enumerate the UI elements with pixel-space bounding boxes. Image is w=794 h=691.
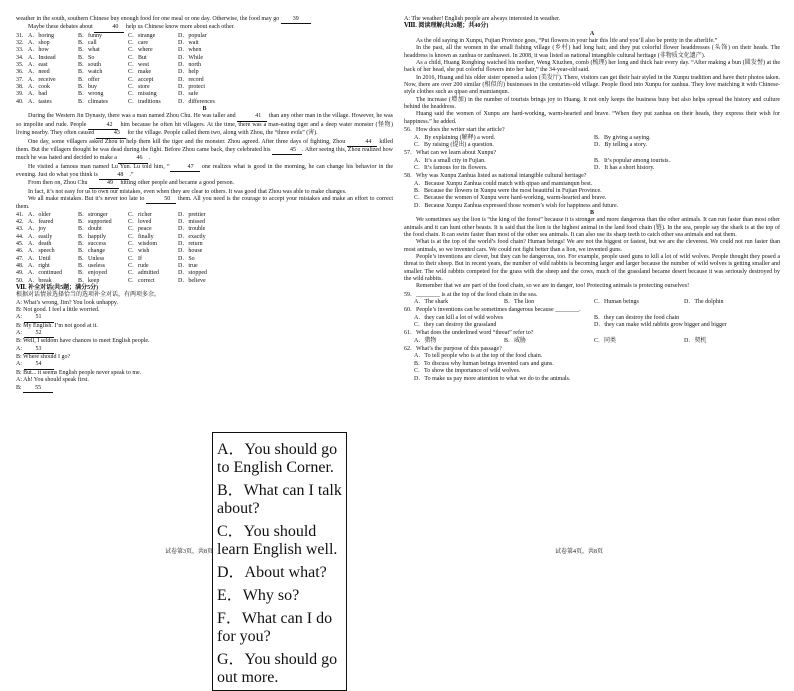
answer-option: C．By raising (提出) a question. (414, 141, 494, 148)
question-number: 49. (16, 270, 24, 277)
box-option: B．What can I talk about? (217, 482, 342, 517)
left-column (16, 16, 393, 393)
answer-option: A．It’s a small city in Fujian. (414, 157, 486, 164)
dialog-line: B: 55 (16, 385, 206, 393)
option-d: D．trouble (178, 226, 206, 233)
cloze-a-options (16, 33, 393, 106)
answer-option: A．To tell people who is at the top of the food chain. (414, 353, 543, 360)
question-stem: 56．How does the writer start the article? (404, 127, 505, 134)
section-7-instructions: 根据对话情景选择恰当的选项补全对话，有两项多余。 (16, 292, 161, 299)
option-row (16, 77, 393, 84)
passage-a-heading: A (589, 30, 595, 37)
answer-row (404, 135, 780, 142)
option-a: A．receive (28, 76, 56, 83)
option-row (16, 47, 393, 54)
dialog-line: B: Not good. I feel a little worried. (16, 307, 100, 314)
box-option: E．Why so? (217, 587, 300, 604)
option-c: C．loved (128, 218, 152, 225)
dialog-line: A: 52 (16, 330, 206, 338)
cloze-a-last-line: weather in the south, southern Chinese buy enough food for one meal or one day. Otherwise, the food may go 39 (16, 16, 393, 24)
answer-option: D．To make us pay more attention to what we do to the animals. (414, 375, 571, 382)
option-c: C．wisdom (128, 240, 158, 247)
box-option: C．You should learn English well. (217, 523, 338, 558)
section-7-heading: Ⅶ. 补全对话(共5题；满分5分) (16, 285, 99, 292)
answer-option: C．It’s famous for its flowers. (414, 164, 488, 171)
answer-option: C．Because the women of Xunpu were hard-working, warm-hearted and brave. (414, 195, 607, 202)
question-number: 35. (16, 62, 24, 69)
dialog-line: A: Ah! You should speak first. (16, 377, 89, 384)
dialog-line: B: My English. I’m not good at it. (16, 322, 98, 329)
answer-option: A．By explaining (解释) a word. (414, 134, 496, 141)
option-d: D．So (178, 255, 195, 262)
option-c: C．strange (128, 32, 156, 39)
blank-46: 46 (118, 155, 148, 163)
paragraph: People’s inventions are clever, but they can be dangerous, too. For example, people used guns to kill a lot of wild wolves. People thought they posed a threat to their sheep. But in recent years, the number of wild rabbits is becoming larger and larger because the number of wild wolves is getting smaller and smaller. The wild rabbits competed for the grass with the sheep and the cows, much of the grassland became desert because it was seriously destroyed by the wild rabbits. (404, 254, 780, 283)
reading-b-heading: B (589, 209, 594, 216)
option-a: A．joy (28, 226, 47, 233)
paragraph: The increase (增加) in the number of tourists brings joy to Huang. It not only keeps the business busy but also helps spread the history and culture behind the headdress. (404, 96, 780, 111)
option-row (16, 212, 393, 219)
question-number: 48. (16, 263, 24, 269)
option-d: D．missed (178, 218, 206, 225)
option-c: C．wish (128, 248, 150, 255)
question-number: 40. (16, 98, 24, 105)
option-b: B．what (78, 47, 100, 54)
option-row (16, 241, 393, 248)
option-c: C．peace (128, 226, 152, 233)
option-row (16, 256, 393, 263)
option-b: B．enjoyed (78, 270, 107, 277)
option-a: A．Instead (28, 54, 56, 61)
question-number: 32. (16, 40, 24, 47)
option-a: A．easily (28, 233, 53, 240)
paragraph: During the Western Jin Dynasty, there was a man named Zhou Chu. He was taller and 41 than any other man in the village. However, he was so impolite and rude. People 42 him because he often hit villagers. At the time, there was a man-eating tiger and a deep water monster (怪物) living nearby. They often caused 43 for the village. People called them two, along with Zhou, the “three evils” (害). (16, 113, 393, 138)
blank-45: 45 (272, 147, 302, 155)
question-stem: 62．What’s the purpose of this passage? (404, 346, 502, 353)
question-number: 46. (16, 248, 24, 255)
option-b: B．success (78, 240, 106, 247)
box-option: F．What can I do for you? (217, 610, 333, 645)
option-b: B．useless (78, 263, 106, 269)
paragraph: He visited a famous man named Lu Yun. Lu told him, “ 47 one realizes what is good in the morning, he can change his behavior in the evening. Just do what you think is 48 .” (16, 164, 393, 181)
option-a: A．boring (28, 32, 54, 39)
option-c: C．missing (128, 91, 157, 98)
option-d: D．safe (178, 91, 198, 98)
passage-b-heading: B (202, 106, 207, 113)
option-b: B．wrong (78, 91, 104, 98)
right-column (404, 16, 780, 383)
option-b: B．call (78, 40, 97, 47)
question-stem: 58．Why was Xunpu Zanhua listed as national intangible cultural heritage? (404, 173, 587, 180)
answer-option: D．It has a short history. (594, 164, 655, 171)
answer-option: B．The lion (504, 299, 535, 306)
question-number: 34. (16, 54, 24, 61)
option-a: A．how (28, 47, 49, 54)
answer-row (404, 322, 780, 329)
blank-44: 44 (347, 139, 377, 147)
option-a: A．feared (28, 218, 54, 225)
reading-a-questions (404, 127, 780, 210)
option-b: B．supported (78, 218, 112, 225)
blank-51: 51 (24, 314, 54, 322)
option-c: C．traditions (128, 98, 161, 105)
option-b: B．funny (78, 32, 103, 39)
question-number: 31. (16, 32, 24, 39)
paragraph: We sometimes say the lion is “the king of the forest” because it is stronger and more dangerous than the other animals. It can run faster than most other animals and it can hunt other beasts. It is said that the lion is the highest animal in the land food chain (链). In the sea, people say the shark is at the top of the food chain. It can swim faster than most of the other sea animals. It can also use its sharp teeth to catch other sea animals and eat them. (404, 217, 780, 238)
box-option: G．You should go out more. (217, 651, 338, 686)
answer-option: D．Because Xunpu Zanhua expressed those women’s wish for happiness and future. (414, 202, 619, 209)
question-number: 47. (16, 255, 24, 262)
dialog-line: B: Where should I go? (16, 354, 71, 361)
option-row (16, 91, 393, 98)
answer-option: B．they can destroy the food chain (594, 314, 680, 321)
option-d: D．stopped (178, 270, 207, 277)
option-row (16, 248, 393, 255)
blank-49: 49 (89, 180, 119, 188)
option-c: C．make (128, 69, 151, 76)
option-a: A．tastes (28, 98, 52, 105)
option-d: D．when (178, 47, 202, 54)
option-row (16, 55, 393, 62)
answer-option: A．The shark (414, 299, 449, 306)
answer-option: D．they can make wild rabbits grow bigger and bigger (594, 322, 727, 329)
dialog-line: A: What’s wrong, Jim? You look unhappy. (16, 299, 118, 306)
paragraph: Remember that we are part of the food chain, so we are in danger, too! Protecting animals is protecting ourselves! (416, 283, 690, 290)
question-number: 50. (16, 277, 24, 284)
option-row (16, 234, 393, 241)
option-c: C．accept (128, 76, 154, 83)
answer-option: C．Human beings (594, 299, 639, 306)
blank-40: 40 (94, 24, 124, 32)
option-d: D．protect (178, 84, 205, 91)
option-row (16, 33, 393, 40)
option-row (16, 40, 393, 47)
answer-row (404, 165, 780, 172)
answer-option: A．猎物 (414, 337, 437, 344)
answer-option: B．It’s popular among tourists. (594, 157, 670, 164)
paragraph: In fact, it’s not easy for us to own our mistakes, even when they are clear to others. It was good that Zhou was able to make changes. (28, 188, 347, 195)
option-d: D．exactly (178, 233, 206, 240)
question-number: 36. (16, 69, 24, 76)
paragraph: We all make mistakes. But it’s never too late to 50 them. All you need is the courage to accept your mistakes and make an effort to correct them. (16, 195, 393, 211)
option-d: D．prettier (178, 211, 206, 218)
paragraph: One day, some villagers asked Zhou to help them kill the tiger and the monster. Zhou agreed. After three days of fighting, Zhou 44 killed them. But the villagers thought he was dead during the fight. Before Zhou came back, they celebrated his 45 . After seeing this, Zhou realized how much he was hated and decided to make a 46 . (16, 139, 393, 164)
option-b: B．doubt (78, 226, 102, 233)
option-row (16, 270, 393, 277)
option-b: B．change (78, 248, 105, 255)
blank-55: 55 (23, 385, 53, 393)
answer-option: D．The dolphin (684, 299, 724, 306)
answer-row (404, 299, 780, 306)
option-d: D．house (178, 248, 203, 255)
option-row (16, 226, 393, 233)
option-d: D．north (178, 62, 201, 69)
cloze-b-options (16, 212, 393, 285)
reading-b-questions (404, 292, 780, 383)
question-stem: 57．What can we learn about Xunpu? (404, 150, 497, 157)
option-d: D．help (178, 69, 199, 76)
option-a: A．death (28, 240, 52, 247)
blank-42: 42 (88, 122, 118, 130)
question-number: 43. (16, 226, 24, 233)
option-d: D．record (178, 76, 204, 83)
option-row (16, 219, 393, 226)
option-b: B．buy (78, 84, 98, 91)
paragraph: From then on, Zhou Chu 49 hitting other people and became a good person. (16, 180, 393, 188)
option-c: C．finally (128, 233, 154, 240)
dialog-options-box (212, 432, 347, 691)
question-number: 44. (16, 233, 24, 240)
blank-48: 48 (99, 172, 129, 180)
paragraph: As a child, Huang Rongbing watched his mother, Weng Xiuzhen, comb (梳理) her long and thick hair every day. “After making a bun (圆发髻) at the back of her head, she put colorful flowers into her hair,” the 34-year-old said. (404, 60, 780, 74)
section-8-heading: Ⅷ. 阅读理解(共20题；共40分) (404, 23, 489, 30)
option-c: C．But (128, 54, 147, 61)
blank-41: 41 (237, 113, 267, 121)
option-b: B．happily (78, 233, 106, 240)
reading-a-passage (404, 38, 780, 126)
paragraph: In 2016, Huang and his older sister opened a salon (美发厅). There, visitors can get their hair styled in the Xunpu tradition and have their photos taken. Now, there are over 200 similar (相似的) businesses in the centuries-old village. People flood into Xunpu for zanhua. They love matching it with Chinese-style clothes such as qipao and mamianqun. (404, 74, 780, 96)
blank-47: 47 (170, 164, 200, 172)
blank-52: 52 (24, 330, 54, 338)
option-d: D．differences (178, 98, 215, 105)
blank-50: 50 (146, 196, 176, 204)
option-a: A．need (28, 69, 50, 76)
answer-option: B．Because the flowers in Xunpu were the most beautiful in Fujian Province. (414, 187, 602, 194)
dialog-line: A: 54 (16, 361, 206, 369)
question-number: 37. (16, 76, 24, 83)
question-number: 42. (16, 218, 24, 225)
dialog-last-line: A: The weather! English people are always interested in weather. (404, 16, 561, 22)
option-d: D．wait (178, 40, 199, 47)
dialog-line: B: Well, I seldom have chances to meet English people. (16, 338, 150, 345)
option-row (16, 62, 393, 69)
answer-option: D．By telling a story. (594, 141, 647, 148)
dialog-line: B: But... it seems English people never speak to me. (16, 369, 142, 376)
option-b: B．Unless (78, 255, 105, 262)
answer-row (404, 315, 780, 322)
blank-43: 43 (96, 130, 126, 138)
answer-row (404, 142, 780, 149)
option-c: C．where (128, 47, 153, 54)
paragraph: As the old saying in Xunpu, Fujian Province goes, “Put flowers in your hair this life and you’ll also be pretty in the afterlife.” (416, 38, 718, 45)
answer-option: B．威胁 (504, 337, 527, 344)
option-d: D．true (178, 263, 198, 269)
page-footer-right: 试卷第4页，共8页 (555, 549, 604, 555)
option-d: D．return (178, 240, 203, 247)
option-b: B．stronger (78, 211, 108, 218)
option-c: C．rude (128, 263, 149, 269)
paragraph: In the past, all the women in the small fishing village (乡村) had long hair, and they put colorful flower headdresses (头饰) on their heads. The headdress is known as zanhua or zanhuawei. In 2008, it was listed as national intangible cultural heritage (非物质文化遗产). (404, 45, 780, 59)
option-row (16, 263, 393, 270)
option-c: C．richer (128, 211, 152, 218)
box-option: A．You should go to English Corner. (217, 441, 338, 476)
dialog-line: A: 51 (16, 314, 206, 322)
option-row (16, 84, 393, 91)
question-number: 45. (16, 240, 24, 247)
blank-39: 39 (281, 16, 311, 24)
option-row (16, 278, 393, 285)
option-b: B．climates (78, 98, 108, 105)
option-a: A．continued (28, 270, 62, 277)
box-option: D．About what? (217, 564, 327, 581)
blank-54: 54 (24, 361, 54, 369)
option-a: A．speech (28, 248, 55, 255)
option-b: B．south (78, 62, 102, 69)
option-d: D．believe (178, 277, 206, 284)
option-a: A．break (28, 277, 52, 284)
option-d: D．While (178, 54, 203, 61)
option-b: B．So (78, 54, 95, 61)
answer-row (404, 338, 780, 345)
answer-row (404, 158, 780, 165)
option-a: A．cook (28, 84, 50, 91)
option-c: C．care (128, 40, 148, 47)
option-c: C．correct (128, 277, 155, 284)
dialog (16, 300, 393, 393)
option-row (16, 69, 393, 76)
option-row (16, 99, 393, 106)
option-b: B．watch (78, 69, 103, 76)
question-number: 33. (16, 47, 24, 54)
answer-option: B．By giving a saying. (594, 134, 651, 141)
cloze-a-final-sentence: Maybe these debates about 40 help us Chinese know more about each other. (16, 24, 393, 32)
cloze-b-passage (16, 113, 393, 211)
option-a: A．Until (28, 255, 51, 262)
answer-option: D．契机 (684, 337, 707, 344)
dialog-line: A: 53 (16, 346, 206, 354)
option-c: C．admitted (128, 270, 159, 277)
blank-53: 53 (24, 346, 54, 354)
option-c: C．west (128, 62, 150, 69)
answer-option: A．they can kill a lot of wild wolves (414, 314, 504, 321)
option-b: B．offer (78, 76, 100, 83)
option-a: A．east (28, 62, 48, 69)
option-d: D．popular (178, 32, 207, 39)
question-stem: 60．People’s inventions can be sometimes dangerous because ________. (404, 307, 581, 314)
option-c: C．If (128, 255, 142, 262)
paragraph: What is at the top of the world’s food chain? Human beings! We are not the biggest or fastest, but we are the cleverest. We could not run faster than most animals, so we invented cars. We could not fight better than a lion, we invented guns. (404, 239, 780, 253)
answer-option: C．同类 (594, 337, 617, 344)
answer-option: C．To show the importance of wild wolves. (414, 368, 521, 375)
answer-option: B．To discuss why human beings invented cars and guns. (414, 360, 554, 367)
question-number: 41. (16, 211, 24, 218)
question-stem: 61．What does the underlined word “threat” refer to? (404, 330, 534, 337)
question-stem: 59．________ is at the top of the food chain in the sea. (404, 291, 538, 298)
page-footer-left: 试卷第3页，共8页 (165, 549, 214, 555)
question-number: 39. (16, 91, 24, 98)
option-a: A．older (28, 211, 51, 218)
option-a: A．right (28, 263, 50, 269)
question-number: 38. (16, 84, 24, 91)
option-a: A．bad (28, 91, 47, 98)
option-c: C．store (128, 84, 150, 91)
option-b: B．keep (78, 277, 100, 284)
paragraph: Huang said the women of Xunpu are hard-working, warm-hearted and brave. “When they put zanhua on their heads, they express their wish for happiness.” he added. (404, 111, 780, 125)
answer-option: C．they can destroy the grassland (414, 322, 497, 329)
reading-b-passage (404, 217, 780, 290)
answer-option: A．Because Xunpu Zanhua could match with qipao and mamianqun best. (414, 180, 593, 187)
option-a: A．shop (28, 40, 50, 47)
